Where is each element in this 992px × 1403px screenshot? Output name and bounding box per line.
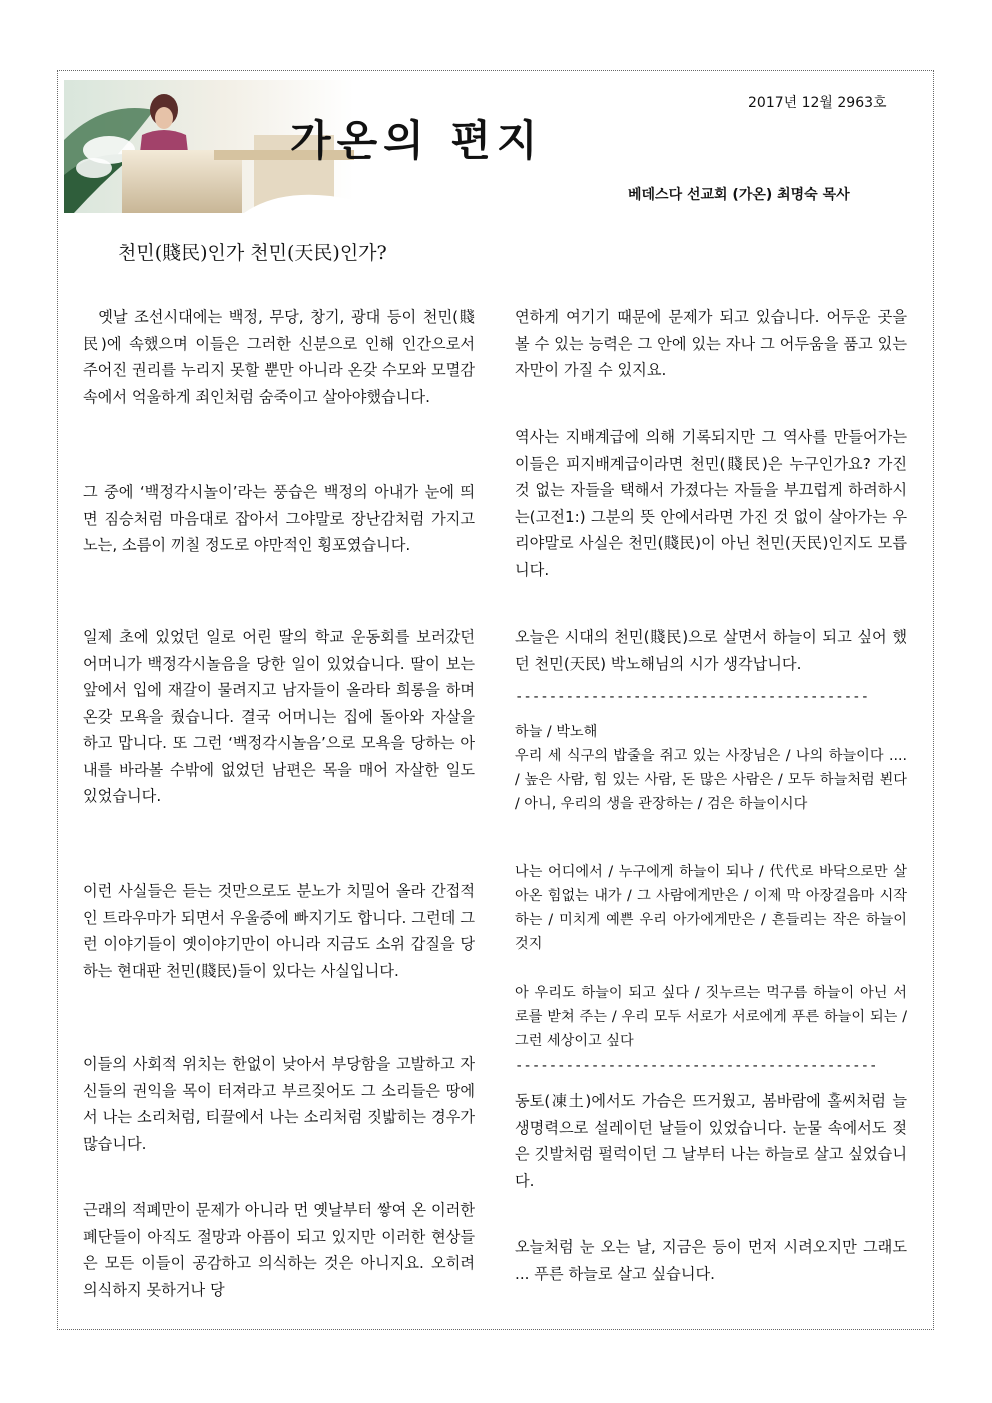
poem-stanza: 나는 어디에서 / 누구에게 하늘이 되나 / 代代로 바닥으로만 살아온 힘없는 내가 / 그 사람에게만은 / 이제 막 아장걸음마 시작하는 / 미치게 예쁜 우리 아가에게만은 / 흔들리는 작은 하늘이것지 bbox=[515, 864, 907, 952]
left-column-p4 bbox=[83, 878, 475, 984]
left-column-p2 bbox=[83, 479, 475, 559]
paragraph: 그 중에 ‘백정각시놀이’라는 풍습은 백정의 아내가 눈에 띄면 짐승처럼 마음대로 잡아서 그야말로 장난감처럼 가지고 노는, 소름이 끼칠 정도로 야만적인 횡포였습니다. bbox=[83, 483, 475, 554]
paragraph: 역사는 지배계급에 의해 기록되지만 그 역사를 만들어가는 이들은 피지배계급이라면 천민(賤民)은 누구인가요? 가진 것 없는 자들을 택해서 가졌다는 자들을 부끄럽게 하려하시는(고전1:) 그분의 뜻 안에서라면 가진 것 없이 살아가는 우리야말로 사실은 천민(賤民)이 아닌 천민(天民)인지도 모릅니다. bbox=[515, 428, 907, 579]
divider-line: ------------------------------------------ bbox=[515, 689, 870, 705]
issue-date: 2017년 12월 2963호 bbox=[748, 95, 887, 111]
poem-block-3 bbox=[515, 981, 907, 1053]
paragraph: 오늘은 시대의 천민(賤民)으로 살면서 하늘이 되고 싶어 했던 천민(天民) 박노해님의 시가 생각납니다. bbox=[515, 628, 907, 673]
paragraph: 이런 사실들은 듣는 것만으로도 분노가 치밀어 올라 간접적인 트라우마가 되면서 우울증에 빠지기도 합니다. 그런데 그런 이야기들이 옛이야기만이 아니라 지금도 소위 갑질을 당하는 현대판 천민(賤民)들이 있다는 사실입니다. bbox=[83, 882, 475, 980]
right-column-p4 bbox=[515, 1088, 907, 1194]
divider-line-2: ------------------------------------------- bbox=[515, 1058, 878, 1074]
poem-block-2 bbox=[515, 860, 907, 956]
newsletter-title: 가온의 편지 bbox=[290, 116, 544, 165]
poem-block bbox=[515, 720, 907, 816]
author-line: 베데스다 선교회 (가온) 최명숙 목사 bbox=[628, 187, 850, 203]
left-column-p5 bbox=[83, 1051, 475, 1157]
left-column bbox=[83, 304, 475, 410]
paragraph: 일제 초에 있었던 일로 어린 딸의 학교 운동회를 보러갔던 어머니가 백정각시놀음을 당한 일이 있었습니다. 딸이 보는 앞에서 입에 재갈이 물려지고 남자들이 올라타 희롱을 하며 온갖 모욕을 줬습니다. 결국 어머니는 집에 돌아와 자살을 하고 맙니다. 또 그런 ‘백정각시놀음’으로 모욕을 당하는 아내를 바라볼 수밖에 없었던 남편은 목을 매어 자살한 일도 있었습니다. bbox=[83, 628, 475, 805]
paragraph: 근래의 적폐만이 문제가 아니라 먼 옛날부터 쌓여 온 이러한 폐단들이 아직도 절망과 아픔이 되고 있지만 이러한 현상들은 모든 이들이 공감하고 의식하는 것은 아니지요. 오히려 의식하지 못하거나 당 bbox=[83, 1201, 475, 1299]
poem-stanza: 아 우리도 하늘이 되고 싶다 / 짓누르는 먹구름 하늘이 아닌 서로를 받쳐 주는 / 우리 모두 서로가 서로에게 푸른 하늘이 되는 / 그런 세상이고 싶다 bbox=[515, 985, 907, 1049]
right-column-p5 bbox=[515, 1234, 907, 1287]
left-column-p3 bbox=[83, 624, 475, 810]
paragraph: 옛날 조선시대에는 백정, 무당, 창기, 광대 등이 천민(賤民)에 속했으며 이들은 그러한 신분으로 인해 인간으로서 주어진 권리를 누리지 못할 뿐만 아니라 온갖 수모와 모멸감 속에서 억울하게 죄인처럼 숨죽이고 살아야했습니다. bbox=[83, 308, 475, 406]
right-column-p1 bbox=[515, 304, 907, 384]
paragraph: 이들의 사회적 위치는 한없이 낮아서 부당함을 고발하고 자신들의 권익을 목이 터져라고 부르짖어도 그 소리들은 땅에서 나는 소리처럼, 티끌에서 나는 소리처럼 짓밟히는 경우가 많습니다. bbox=[83, 1055, 475, 1153]
poem-stanza: 우리 세 식구의 밥줄을 쥐고 있는 사장님은 / 나의 하늘이다 .... / 높은 사람, 힘 있는 사람, 돈 많은 사람은 / 모두 하늘처럼 뵌다 / 아니, 우리의 생을 관장하는 / 검은 하늘이시다 bbox=[515, 748, 907, 812]
right-column-p2 bbox=[515, 424, 907, 583]
paragraph: 연하게 여기기 때문에 문제가 되고 있습니다. 어두운 곳을 볼 수 있는 능력은 그 안에 있는 자나 그 어두움을 품고 있는 자만이 가질 수 있지요. bbox=[515, 308, 907, 379]
paragraph: 오늘처럼 눈 오는 날, 지금은 등이 먼저 시려오지만 그래도 ... 푸른 하늘로 살고 싶습니다. bbox=[515, 1238, 907, 1283]
poem-title: 하늘 / 박노해 bbox=[515, 724, 598, 740]
right-column-p3 bbox=[515, 624, 907, 677]
paragraph: 동토(凍土)에서도 가슴은 뜨거웠고, 봄바람에 홀씨처럼 늘 생명력으로 설레이던 날들이 있었습니다. 눈물 속에서도 젖은 깃발처럼 펄럭이던 그 날부터 나는 하늘로 살고 싶었습니다. bbox=[515, 1092, 907, 1190]
left-column-p6 bbox=[83, 1197, 475, 1303]
article-headline: 천민(賤民)인가 천민(天民)인가? bbox=[118, 242, 387, 264]
